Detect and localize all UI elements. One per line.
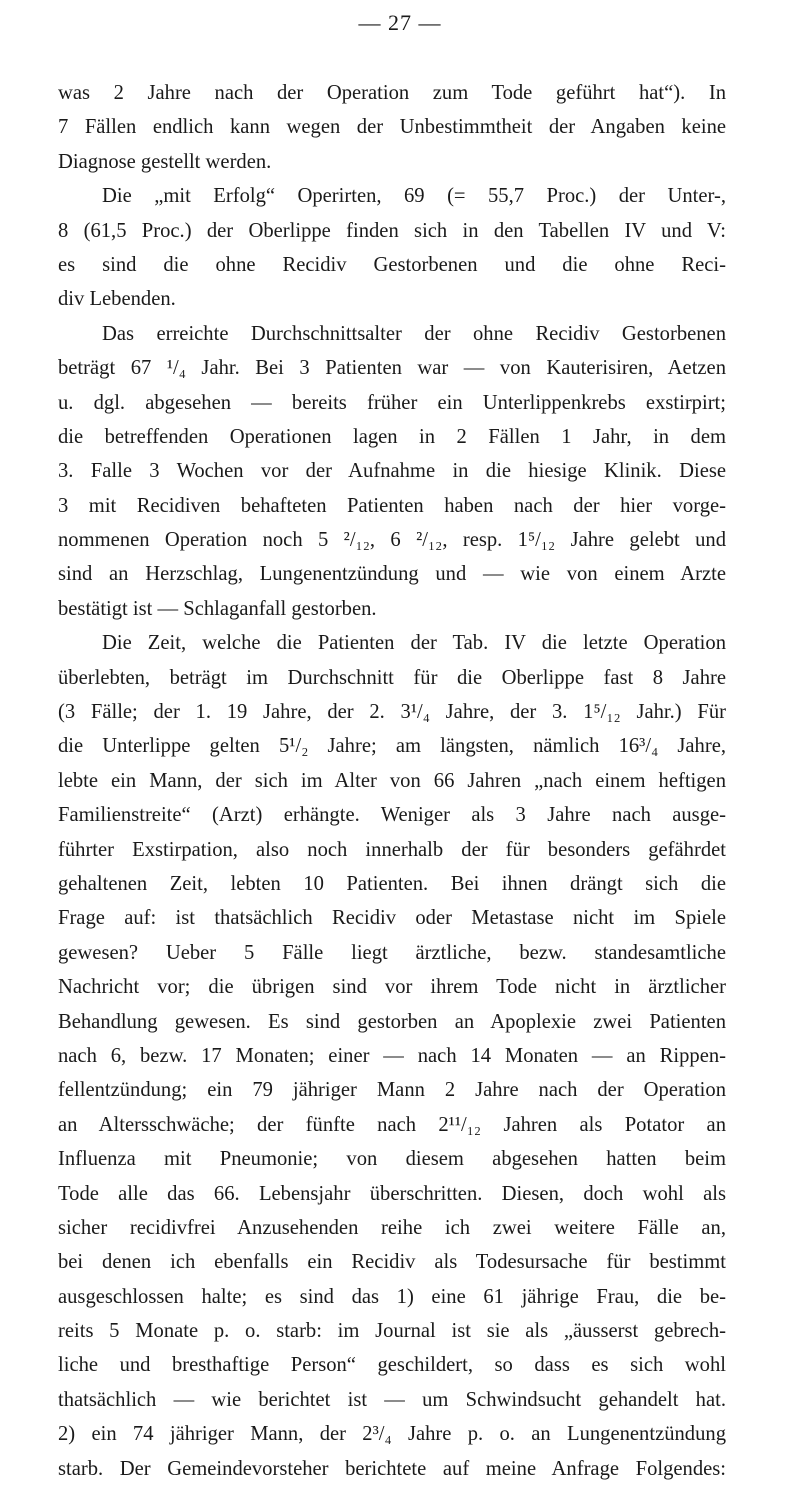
text-line: 7 Fällen endlich kann wegen der Unbestimmtheit der Angaben keine — [58, 116, 726, 139]
text-line: u. dgl. abgesehen — bereits früher ein Unterlippenkrebs exstirpirt; — [58, 391, 726, 414]
page-number: — 27 — — [358, 10, 442, 35]
text-line: 3. Falle 3 Wochen vor der Aufnahme in die hiesige Klinik. Diese — [58, 460, 726, 483]
text-line: Behandlung gewesen. Es sind gestorben an Apoplexie zwei Patienten — [58, 1010, 726, 1033]
text-line: Die Zeit, welche die Patienten der Tab. IV die letzte Operation — [102, 632, 726, 655]
text-line: Familienstreite“ (Arzt) erhängte. Weniger als 3 Jahre nach ausge- — [58, 804, 726, 827]
text-line: ausgeschlossen halte; es sind das 1) eine 61 jährige Frau, die be- — [58, 1285, 726, 1308]
text-line: reits 5 Monate p. o. starb: im Journal ist sie als „äusserst gebrech- — [58, 1320, 726, 1343]
text-line: Influenza mit Pneumonie; von diesem abgesehen hatten beim — [58, 1148, 726, 1171]
text-line: die betreffenden Operationen lagen in 2 Fällen 1 Jahr, in dem — [58, 425, 726, 448]
text-line: Die „mit Erfolg“ Operirten, 69 (= 55,7 Proc.) der Unter-, — [102, 185, 726, 208]
text-line: bestätigt ist — Schlaganfall gestorben. — [58, 597, 377, 620]
text-line: div Lebenden. — [58, 288, 176, 311]
text-line: liche und bresthaftige Person“ geschildert, so dass es sich wohl — [58, 1354, 726, 1377]
text-line: beträgt 67 ¹/₄ Jahr. Bei 3 Patienten war — von Kauterisiren, Aetzen — [58, 357, 726, 380]
text-line: 2) ein 74 jähriger Mann, der 2³/₄ Jahre p. o. an Lungenentzündung — [58, 1423, 726, 1446]
text-line: sicher recidivfrei Anzusehenden reihe ich zwei weitere Fälle an, — [58, 1216, 726, 1239]
text-line: Das erreichte Durchschnittsalter der ohne Recidiv Gestorbenen — [102, 322, 726, 345]
text-line: (3 Fälle; der 1. 19 Jahre, der 2. 3¹/₄ Jahre, der 3. 1⁵/₁₂ Jahr.) Für — [58, 701, 726, 724]
body-text — [58, 76, 726, 1486]
text-line: gewesen? Ueber 5 Fälle liegt ärztliche, bezw. standesamtliche — [58, 941, 726, 964]
text-line: an Altersschwäche; der fünfte nach 2¹¹/₁₂ Jahren als Potator an — [58, 1113, 726, 1136]
text-line: Nachricht vor; die übrigen sind vor ihrem Tode nicht in ärztlicher — [58, 976, 726, 999]
text-line: 8 (61,5 Proc.) der Oberlippe finden sich in den Tabellen IV und V: — [58, 219, 726, 242]
text-line: nommenen Operation noch 5 ²/₁₂, 6 ²/₁₂, resp. 1⁵/₁₂ Jahre gelebt und — [58, 529, 726, 552]
text-line: 3 mit Recidiven behafteten Patienten haben nach der hier vorge- — [58, 494, 726, 517]
text-line: überlebten, beträgt im Durchschnitt für die Oberlippe fast 8 Jahre — [58, 666, 726, 689]
text-line: Tode alle das 66. Lebensjahr überschritten. Diesen, doch wohl als — [58, 1182, 726, 1205]
text-line: bei denen ich ebenfalls ein Recidiv als Todesursache für bestimmt — [58, 1251, 726, 1274]
text-line: Frage auf: ist thatsächlich Recidiv oder Metastase nicht im Spiele — [58, 907, 726, 930]
text-line: thatsächlich — wie berichtet ist — um Schwindsucht gehandelt hat. — [58, 1388, 726, 1411]
text-line: starb. Der Gemeindevorsteher berichtete auf meine Anfrage Folgendes: — [58, 1457, 726, 1480]
text-line: die Unterlippe gelten 5¹/₂ Jahre; am längsten, nämlich 16³/₄ Jahre, — [58, 735, 726, 758]
text-line: Diagnose gestellt werden. — [58, 150, 272, 173]
text-line: was 2 Jahre nach der Operation zum Tode geführt hat“). In — [58, 82, 726, 104]
text-line: führter Exstirpation, also noch innerhalb der für besonders gefährdet — [58, 838, 726, 861]
text-line: lebte ein Mann, der sich im Alter von 66 Jahren „nach einem heftigen — [58, 769, 726, 792]
text-line: es sind die ohne Recidiv Gestorbenen und die ohne Reci- — [58, 253, 726, 276]
text-line: nach 6, bezw. 17 Monaten; einer — nach 14 Monaten — an Rippen- — [58, 1044, 726, 1067]
text-line: gehaltenen Zeit, lebten 10 Patienten. Bei ihnen drängt sich die — [58, 872, 726, 895]
text-line: fellentzündung; ein 79 jähriger Mann 2 Jahre nach der Operation — [58, 1079, 726, 1102]
text-line: sind an Herzschlag, Lungenentzündung und — wie von einem Arzte — [58, 563, 726, 586]
